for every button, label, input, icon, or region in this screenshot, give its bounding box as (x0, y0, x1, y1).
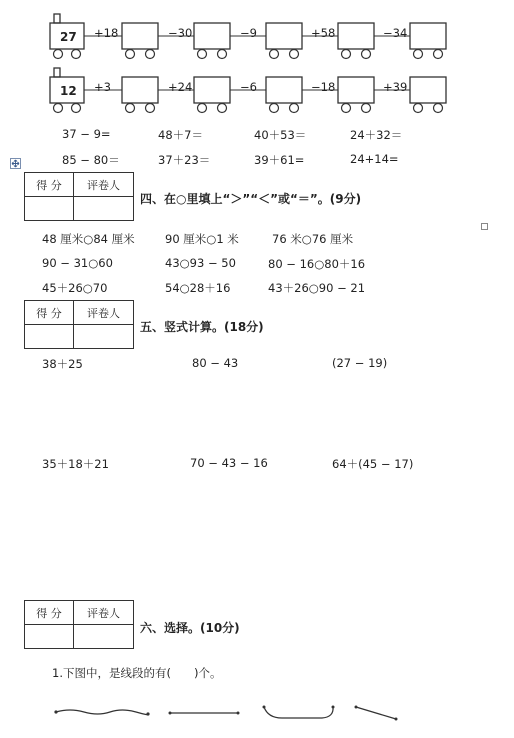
wheel-icon (290, 50, 299, 59)
train-car (410, 77, 446, 103)
wheel-icon (434, 50, 443, 59)
wavy-line-figure (56, 710, 148, 715)
compare-item: 54○28＋16 (165, 281, 231, 295)
score-table (24, 300, 134, 349)
wheel-icon (218, 104, 227, 113)
score-label: 得 分 (25, 301, 74, 325)
wheel-icon (146, 104, 155, 113)
wheel-icon (362, 50, 371, 59)
section-6-heading: 六、选择。(10分) (140, 621, 240, 635)
calc-item: 85 − 80＝ (62, 153, 120, 167)
calc-item: 48＋7＝ (158, 128, 203, 142)
grader-label: 评卷人 (74, 173, 134, 197)
grader-cell[interactable] (74, 325, 134, 349)
section-5-heading: 五、竖式计算。(18分) (140, 320, 264, 334)
slanted-segment-figure (356, 707, 396, 719)
train-1-op-1: +18 (94, 26, 119, 40)
vertical-calc-item: 80 − 43 (192, 356, 239, 370)
score-table (24, 600, 134, 649)
calc-item: 37 − 9= (62, 127, 111, 141)
compare-item: 45＋26○70 (42, 281, 108, 295)
wheel-icon (290, 104, 299, 113)
train-2-op-1: +3 (94, 80, 111, 94)
vertical-calc-item: 35＋18＋21 (42, 457, 109, 471)
wheel-icon (126, 50, 135, 59)
score-label: 得 分 (25, 173, 74, 197)
train-1-engine-number: 27 (60, 30, 77, 44)
wheel-icon (362, 104, 371, 113)
vertical-calc-item: 70 − 43 − 16 (190, 456, 268, 470)
grader-label: 评卷人 (74, 601, 134, 625)
score-cell[interactable] (25, 197, 74, 221)
table-move-handle-icon[interactable] (10, 158, 21, 169)
grader-label: 评卷人 (74, 301, 134, 325)
train-car (266, 23, 302, 49)
train-car (338, 77, 374, 103)
wheel-icon (218, 50, 227, 59)
train-car (410, 23, 446, 49)
grader-cell[interactable] (74, 197, 134, 221)
layout-marker-icon (481, 223, 488, 230)
wheel-icon (342, 50, 351, 59)
wheel-icon (270, 104, 279, 113)
wheel-icon (414, 104, 423, 113)
train-car (194, 23, 230, 49)
train-2-op-2: +24 (168, 80, 193, 94)
grader-cell[interactable] (74, 625, 134, 649)
wheel-icon (54, 50, 63, 59)
wheel-icon (146, 50, 155, 59)
calc-item: 37＋23＝ (158, 153, 211, 167)
score-cell[interactable] (25, 325, 74, 349)
wheel-icon (54, 104, 63, 113)
train-1-op-2: −30 (168, 26, 193, 40)
train-2-engine-number: 12 (60, 84, 77, 98)
curved-line-figure (264, 707, 333, 718)
wheel-icon (72, 104, 81, 113)
train-car (338, 23, 374, 49)
train-car (266, 77, 302, 103)
train-1-wheels (54, 50, 443, 59)
compare-item: 48 厘米○84 厘米 (42, 232, 135, 246)
question-1-text: 1.下图中，是线段的有( )个。 (52, 666, 222, 680)
vertical-calc-item: (27 − 19) (332, 356, 388, 370)
train-car (122, 77, 158, 103)
wheel-icon (270, 50, 279, 59)
train-car (122, 23, 158, 49)
wheel-icon (434, 104, 443, 113)
vertical-calc-item: 38＋25 (42, 357, 83, 371)
score-cell[interactable] (25, 625, 74, 649)
compare-item: 76 米○76 厘米 (272, 232, 354, 246)
calc-item: 24+14= (350, 152, 399, 166)
train-1-op-4: +58 (311, 26, 336, 40)
train-2-chimney (54, 68, 60, 77)
train-1-op-3: −9 (240, 26, 257, 40)
train-car (194, 77, 230, 103)
compare-item: 80 − 16○80＋16 (268, 257, 366, 271)
compare-item: 90 厘米○1 米 (165, 232, 239, 246)
train-2-op-5: +39 (383, 80, 408, 94)
wheel-icon (198, 104, 207, 113)
train-1-op-5: −34 (383, 26, 408, 40)
compare-item: 43○93 − 50 (165, 256, 236, 270)
wheel-icon (126, 104, 135, 113)
train-2-op-4: −18 (311, 80, 336, 94)
line-figures (40, 700, 410, 726)
score-table (24, 172, 134, 221)
calc-item: 39＋61= (254, 153, 305, 167)
wheel-icon (342, 104, 351, 113)
train-2-op-3: −6 (240, 80, 257, 94)
train-1-chimney (54, 14, 60, 23)
calc-item: 24＋32＝ (350, 128, 403, 142)
vertical-calc-item: 64＋(45 − 17) (332, 457, 414, 471)
wheel-icon (72, 50, 81, 59)
wheel-icon (198, 50, 207, 59)
train-2-wheels (54, 104, 443, 113)
wheel-icon (414, 50, 423, 59)
score-label: 得 分 (25, 601, 74, 625)
compare-item: 90 − 31○60 (42, 256, 113, 270)
compare-item: 43＋26○90 − 21 (268, 281, 366, 295)
calc-item: 40＋53＝ (254, 128, 307, 142)
section-4-heading: 四、在○里填上“＞”“＜”或“＝”。(9分) (140, 192, 362, 206)
